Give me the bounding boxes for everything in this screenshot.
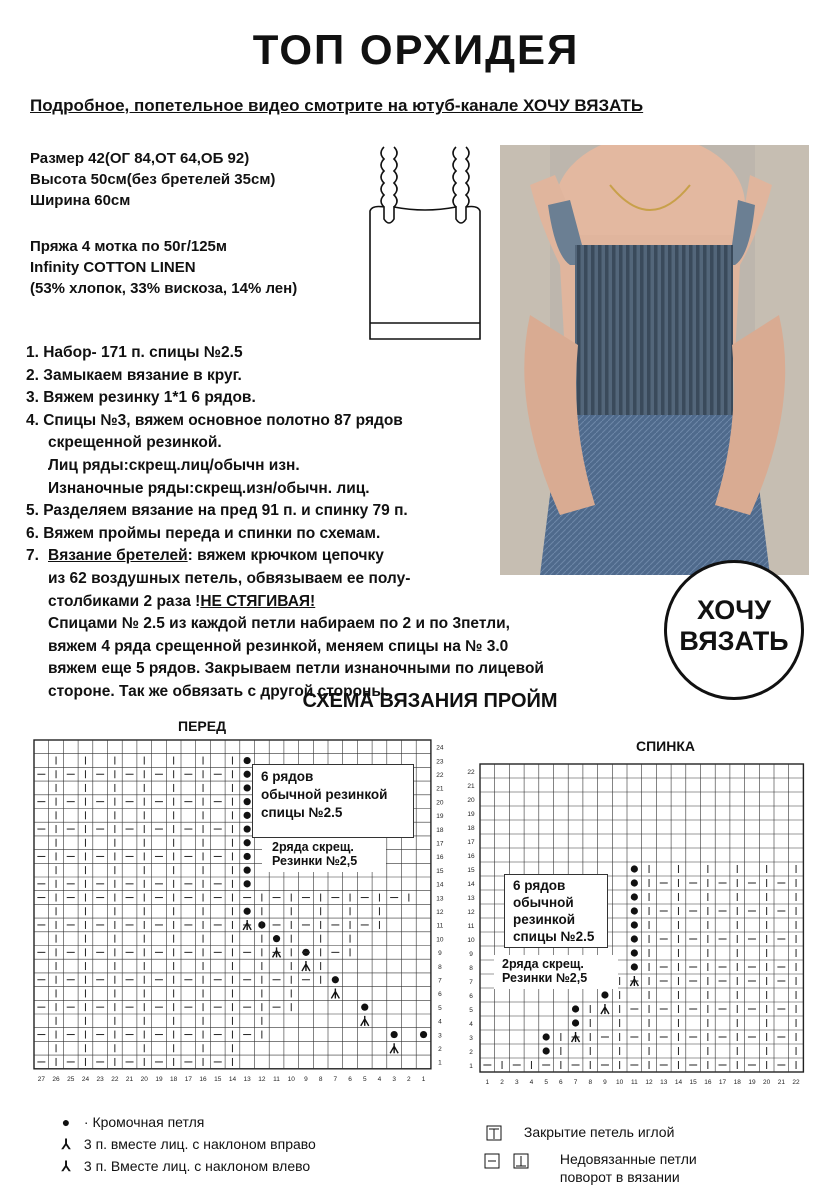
back-note-2-rows [494,955,618,989]
decrease-left-icon: ⅄ [61,1158,71,1174]
step-7-line-3 [26,591,544,614]
step-3: 3. Вяжем резинку 1*1 6 рядов. [26,389,256,407]
col-number: 4 [377,1075,382,1083]
step-7-line-2: из 62 воздушных петель, обвязываем ее полу- [48,569,411,587]
row-number: 2 [438,1045,442,1053]
col-number: 18 [733,1079,741,1086]
row-number: 24 [436,744,444,752]
col-number: 11 [273,1075,280,1083]
legend-turn [484,1150,697,1186]
row-number: 18 [436,826,444,834]
step-7-warning: НЕ СТЯГИВАЯ! [200,592,316,610]
step-4-knit-rows: Лиц ряды:скрещ.лиц/обычн изн. [48,456,300,474]
edge-stitch-dot [244,853,251,860]
row-number: 15 [467,866,475,874]
dot-icon: ● [61,1114,71,1130]
bindoff-icon [486,1125,502,1141]
spec-width: Ширина 60см [30,192,131,209]
right-strap-ruffle-outer [466,147,469,207]
legend-turn-text [560,1150,697,1186]
row-number: 15 [436,867,444,875]
row-number: 5 [438,1004,442,1012]
row-number: 4 [469,1020,473,1028]
row-number: 9 [469,950,473,958]
edge-stitch-dot [244,880,251,887]
badge-line-2: ВЯЗАТЬ [679,626,789,656]
step-7-line-5: вяжем 4 ряда срещенной резинкой, меняем спицы на № 3.0 [48,637,509,655]
back-chart-label: СПИНКА [636,738,696,754]
row-number: 9 [438,950,442,958]
col-number: 20 [763,1079,771,1086]
edge-stitch-dot [631,907,638,914]
row-number: 6 [469,992,473,1000]
row-number: 14 [467,880,475,888]
back-note-line: спицы №2.5 [513,929,595,944]
step-7-line-4: Спицами № 2.5 из каждой петли набираем по 2 и по 3петли, [48,615,510,633]
row-number: 6 [438,991,442,999]
col-number: 22 [792,1079,800,1086]
col-number: 15 [689,1079,697,1086]
decrease-right-icon: ⅄ [61,1136,71,1152]
col-number: 3 [392,1075,396,1083]
col-number: 6 [348,1075,352,1083]
step-7-text: : вяжем крючком цепочку [187,547,384,565]
col-number: 5 [362,1075,367,1083]
col-number: 27 [37,1075,45,1083]
spec-height: Высота 50см(без бретелей 35см) [30,171,276,188]
col-number: 14 [228,1075,237,1083]
edge-stitch-dot [244,867,251,874]
col-number: 9 [304,1075,308,1083]
edge-stitch-dot [244,908,251,915]
row-number: 13 [467,894,475,902]
front-note-line: обычной резинкой [261,787,388,802]
col-number: 8 [588,1079,593,1086]
row-number: 8 [469,964,473,972]
edge-stitch-dot [244,798,251,805]
model-photo [500,145,809,575]
step-7-line-7: стороне. Так же обвязать с другой стороны. [48,682,389,700]
edge-stitch-dot [601,991,608,998]
col-number: 21 [125,1075,134,1083]
col-number: 23 [96,1075,104,1083]
row-number: 21 [467,782,475,790]
front-note-line: спицы №2.5 [261,805,343,820]
edge-stitch-dot [361,1004,368,1011]
top-schematic [358,143,492,345]
row-number: 5 [469,1006,473,1014]
yarn-info [30,236,297,299]
edge-stitch-dot [244,771,251,778]
back-note-6-rows [504,874,608,948]
col-number: 7 [573,1079,578,1086]
row-number: 16 [436,854,444,862]
edge-stitch-dot [332,976,339,983]
legend-left [52,1158,310,1175]
step-4-cont: скрещенной резинкой. [48,434,222,452]
legend-right [52,1136,316,1153]
col-number: 16 [704,1079,712,1086]
col-number: 10 [287,1075,295,1083]
col-number: 5 [544,1079,548,1086]
row-number: 1 [438,1059,442,1067]
front-note-2-rows [262,838,386,872]
edge-stitch-dot [631,949,638,956]
col-number: 20 [140,1075,148,1083]
col-number: 1 [485,1079,490,1086]
row-number: 19 [436,813,444,821]
row-number: 11 [467,922,475,930]
row-number: 14 [436,881,444,889]
step-4-purl-rows: Изнаночные ряды:скрещ.изн/обычн. лиц. [48,479,370,497]
step-2: 2. Замыкаем вязание в круг. [26,366,242,384]
edge-stitch-dot [631,893,638,900]
col-number: 16 [199,1075,207,1083]
right-strap-ruffle-inner [453,147,456,207]
row-number: 20 [436,799,444,807]
back-note2-line: Резинки №2,5 [502,971,588,985]
edge-stitch-dot [244,825,251,832]
edge-stitch-dot [572,1005,579,1012]
col-number: 2 [500,1079,504,1086]
knitted-top [575,245,733,415]
col-number: 12 [258,1075,266,1083]
yarn-composition: (53% хлопок, 33% вискоза, 14% лен) [30,280,298,297]
col-number: 8 [318,1075,323,1083]
front-note-6-rows [252,764,414,838]
col-number: 22 [111,1075,119,1083]
col-number: 12 [645,1079,653,1086]
brand-badge [664,560,804,700]
step-6: 6. Вяжем проймы переда и спинки по схемам. [26,524,381,542]
col-number: 15 [214,1075,222,1083]
col-number: 13 [243,1075,251,1083]
edge-stitch-dot [572,1019,579,1026]
edge-stitch-dot [244,757,251,764]
row-number: 3 [438,1032,442,1040]
col-number: 1 [421,1075,426,1083]
edge-stitch-dot [631,921,638,928]
front-note2-line: Резинки №2,5 [272,854,358,868]
edge-stitch-dot [244,812,251,819]
edge-stitch-dot [391,1031,398,1038]
edge-stitch-dot [273,935,280,942]
spec-size: Размер 42(ОГ 84,ОТ 64,ОБ 92) [30,150,250,167]
back-note-line: обычной [513,895,574,910]
row-number: 23 [436,758,444,766]
row-number: 22 [436,771,444,779]
row-number: 3 [469,1034,473,1042]
legend-edge-text: Кромочная петля [92,1114,205,1130]
step-7-line-6: вяжем еще 5 рядов. Закрываем петли изнаночными по лицевой [48,660,544,678]
col-number: 10 [616,1079,624,1086]
edge-stitch-dot [631,935,638,942]
edge-stitch-dot [244,784,251,791]
col-number: 21 [777,1079,785,1086]
edge-stitch-dot [631,963,638,970]
front-note2-line: 2ряда скрещ. [272,840,354,854]
back-note2-line: 2ряда скрещ. [502,957,584,971]
legend-right-text: 3 п. вместе лиц. с наклоном вправо [83,1136,316,1152]
row-number: 10 [467,936,475,944]
row-number: 19 [467,810,475,818]
turn-icon [484,1150,530,1170]
step-7-heading: Вязание бретелей [48,547,188,565]
col-number: 19 [748,1079,756,1086]
legend-bindoff [486,1124,674,1141]
edge-stitch-dot [543,1047,550,1054]
row-number: 18 [467,824,475,832]
col-number: 3 [514,1079,519,1086]
edge-stitch-dot [420,1031,427,1038]
row-number: 16 [467,852,475,860]
col-number: 13 [660,1079,668,1086]
step-4: 4. Спицы №3, вяжем основное полотно 87 рядов [26,411,403,429]
front-note-line: 6 рядов [261,769,314,784]
yarn-name: Infinity COTTON LINEN [30,259,196,276]
col-number: 2 [407,1075,411,1083]
row-number: 12 [436,908,444,916]
instructions [26,342,544,704]
step-7-line-3a: столбиками 2 раза ! [48,592,201,610]
row-number: 2 [469,1048,473,1056]
edge-stitch-dot [244,839,251,846]
yarn-amount: Пряжа 4 мотка по 50г/125м [30,238,227,255]
step-7-number: 7. [26,547,39,565]
back-note-line: 6 рядов [513,878,566,893]
size-specs [30,148,275,211]
legend-edge: ● · Кромочная петля [52,1114,204,1130]
row-number: 21 [436,785,444,793]
row-number: 7 [469,978,473,986]
col-number: 26 [52,1075,60,1083]
row-number: 11 [436,922,444,930]
step-7 [26,545,544,568]
row-number: 1 [469,1062,473,1070]
edge-stitch-dot [631,865,638,872]
row-number: 10 [436,936,444,944]
row-number: 20 [467,796,475,804]
legend-bindoff-text: Закрытие петель иглой [523,1124,675,1140]
scheme-title: СХЕМА ВЯЗАНИЯ ПРОЙМ [302,690,558,712]
row-number: 7 [438,977,442,985]
col-number: 11 [630,1079,638,1086]
col-number: 25 [67,1075,75,1083]
page-title: ТОП ОРХИДЕЯ [252,26,580,73]
back-note-line: резинкой [513,912,576,927]
row-number: 22 [467,768,475,776]
row-number: 17 [436,840,444,848]
step-1: 1. Набор- 171 п. спицы №2.5 [26,344,243,361]
youtube-note: Подробное, попетельное видео смотрите на ютуб-канале ХОЧУ ВЯЗАТЬ [30,96,644,115]
col-number: 24 [81,1075,90,1083]
edge-stitch-dot [543,1033,550,1040]
col-number: 9 [603,1079,607,1086]
col-number: 7 [333,1075,338,1083]
badge-line-1: ХОЧУ [696,595,772,625]
front-chart-label: ПЕРЕД [178,718,227,734]
legend-turn-line2: поворот в вязании [559,1169,680,1185]
col-number: 14 [674,1079,683,1086]
row-number: 13 [436,895,444,903]
row-number: 17 [467,838,475,846]
left-strap-ruffle-outer [381,147,384,207]
bodice-top [370,207,480,230]
left-strap-ruffle-inner [394,147,397,207]
row-number: 12 [467,908,475,916]
legend-turn-line1: Недовязанные петли [559,1151,697,1167]
edge-stitch-dot [631,879,638,886]
col-number: 6 [559,1079,563,1086]
row-number: 4 [438,1018,442,1026]
col-number: 19 [155,1075,163,1083]
col-number: 17 [718,1079,727,1086]
col-number: 18 [170,1075,178,1083]
col-number: 4 [529,1079,534,1086]
col-number: 17 [184,1075,192,1083]
row-number: 8 [438,963,442,971]
legend-left-text: 3 п. Вместе лиц. с наклоном влево [83,1158,311,1174]
step-5: 5. Разделяем вязание на пред 91 п. и спинку 79 п. [26,502,408,520]
